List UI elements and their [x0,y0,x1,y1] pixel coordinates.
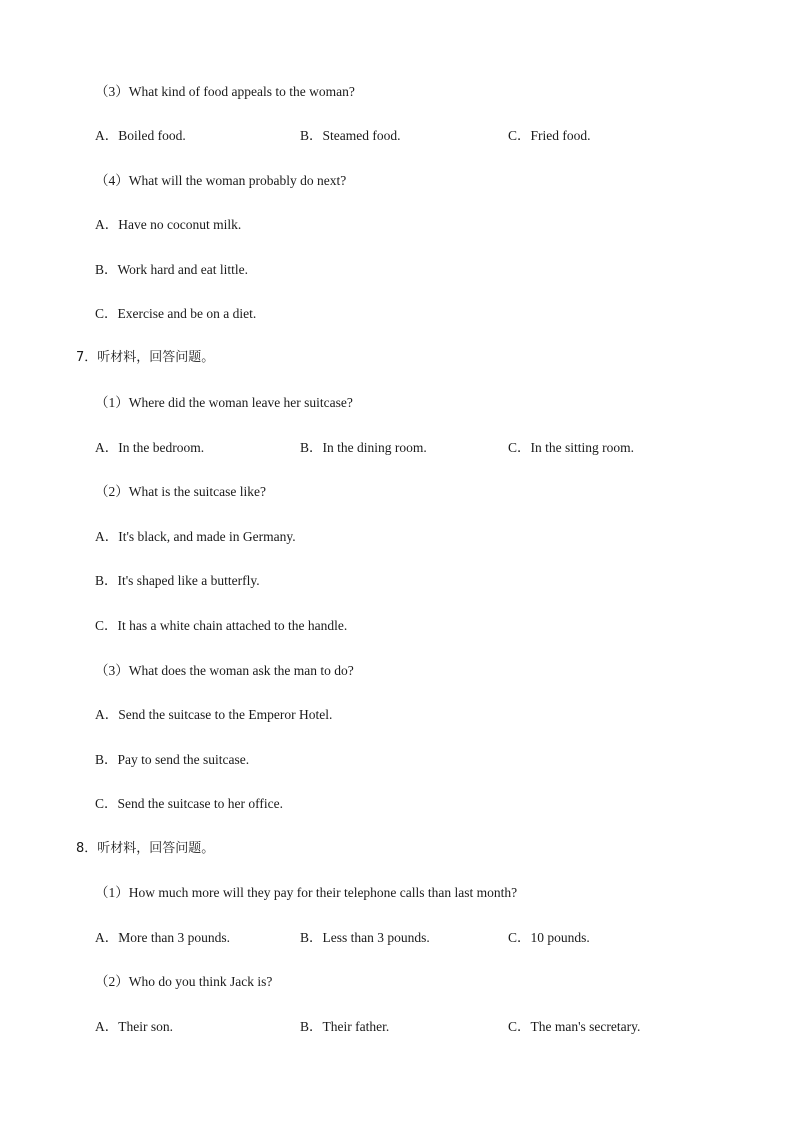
option-c: C．Fried food. [508,128,591,143]
option-c: C．Exercise and be on a diet. [95,306,257,321]
option-c: C．10 pounds. [508,930,590,945]
option-a: A．Send the suitcase to the Emperor Hotel. [95,707,333,722]
option-a: A．Boiled food. [95,128,186,143]
option-c: C．Send the suitcase to her office. [95,796,283,811]
s8-question-1: （1）How much more will they pay for their telephone calls than last month? [95,885,518,900]
option-b: B．Steamed food. [300,128,401,143]
question-3: （3）What kind of food appeals to the woman? [95,84,355,99]
option-b: B．It's shaped like a butterfly. [95,573,260,588]
option-a: A．Have no coconut milk. [95,217,242,232]
s7-question-2: （2）What is the suitcase like? [95,484,266,499]
option-c: C．It has a white chain attached to the handle. [95,618,348,633]
s8-question-2: （2）Who do you think Jack is? [95,974,273,989]
option-c: C．In the sitting room. [508,440,634,455]
s7-question-3: （3）What does the woman ask the man to do? [95,663,354,678]
option-b: B．In the dining room. [300,440,427,455]
option-b: B．Their father. [300,1019,390,1034]
question-4: （4）What will the woman probably do next? [95,173,347,188]
option-b: B．Less than 3 pounds. [300,930,430,945]
option-a: A．Their son. [95,1019,173,1034]
section-7-heading: 7．听材料，回答问题。 [76,350,215,365]
option-a: A．More than 3 pounds. [95,930,230,945]
section-8-heading: 8．听材料，回答问题。 [76,841,215,856]
option-b: B．Work hard and eat little. [95,262,248,277]
option-a: A．It's black, and made in Germany. [95,529,296,544]
option-b: B．Pay to send the suitcase. [95,752,250,767]
option-c: C．The man's secretary. [508,1019,641,1034]
s7-question-1: （1）Where did the woman leave her suitcase? [95,395,353,410]
option-a: A．In the bedroom. [95,440,205,455]
